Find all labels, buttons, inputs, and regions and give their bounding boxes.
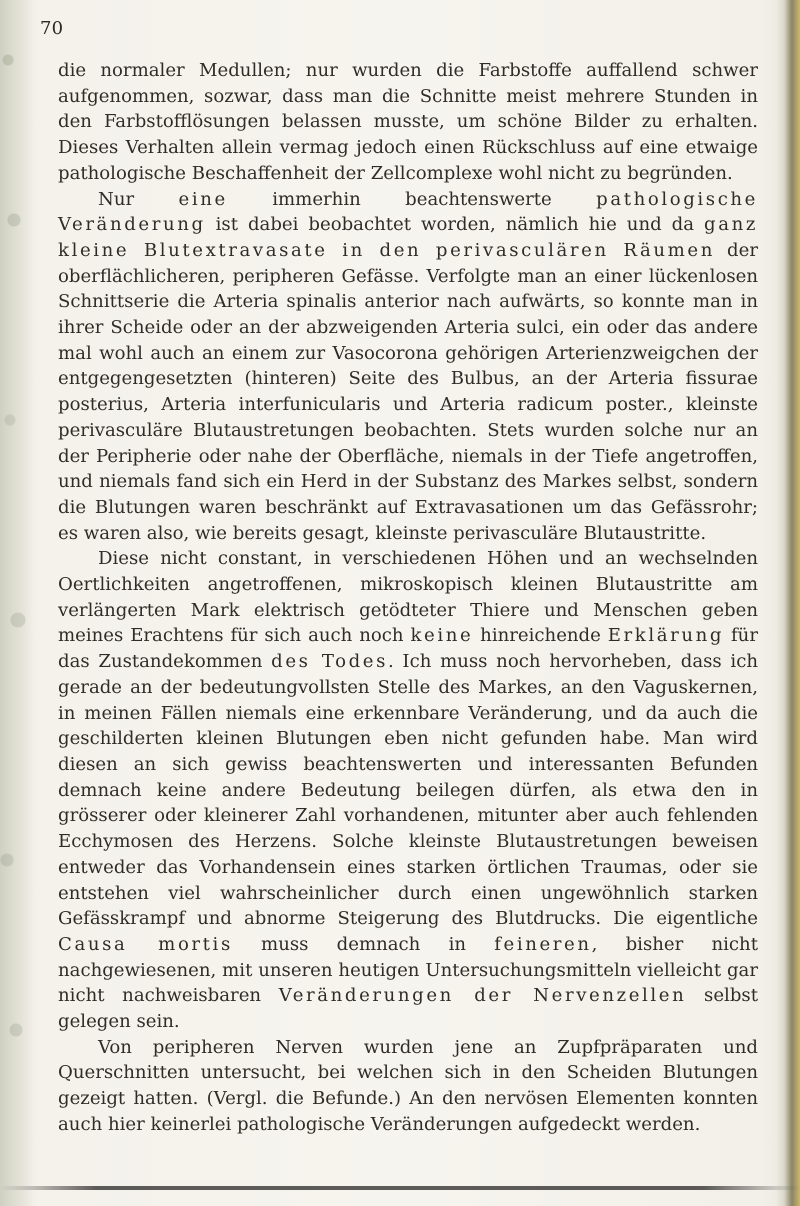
text-segment: Von peripheren Nerven wurden jene an Zupfpräparaten und Querschnitten untersucht, bei welchen sich in den Scheiden Blutungen gezeigt hatten. (Vergl. die Befunde.) An den nervösen Elementen konnten auch hier keinerlei pathologische Veränderungen aufgedeckt werden. [58,1036,758,1135]
text-segment: für das Zustandekommen [58,625,758,673]
paragraph-2 [58,187,758,547]
emphasized-text: eine [178,188,228,210]
emphasized-text: feineren [494,933,592,955]
emphasized-text: keine [410,625,474,647]
text-segment: Nur [98,188,179,210]
page-number: 70 [40,18,64,39]
emphasized-text: Causa mortis [58,933,233,955]
text-segment: hinreichende [473,625,608,647]
left-page-edge [0,0,34,1206]
text-segment: selbst gelegen sein. [58,985,758,1033]
emphasized-text: pathologische Veränderung [58,188,758,236]
text-segment: , bisher nicht nachgewiesenen, mit unseren heutigen Untersuchungsmitteln vielleicht gar nicht nachweisbaren [58,933,758,1007]
emphasized-text: Veränderungen der Nervenzellen [278,985,687,1007]
text-segment: die normaler Medullen; nur wurden die Farbstoffe auffallend schwer aufgenommen, sozwar, dass man die Schnitte meist mehrere Stunden in den Farbstofflösungen belassen musste, um schöne Bilder zu erhalten. Dieses Verhalten allein vermag jedoch einen Rückschluss auf eine etwaige pathologische Beschaffenheit der Zellcomplexe wohl nicht zu begründen. [58,60,758,184]
text-segment: muss demnach in [232,933,495,955]
text-segment: . Ich muss noch hervorheben, dass ich gerade an der bedeutungvollsten Stelle des Markes, an den Vaguskernen, in meinen Fällen niemals eine erkennbare Veränderung, und da auch die geschilderten kleinen Blutungen eben nicht gefunden habe. Man wird diesen an sich gewiss beachtenswerten und interessanten Befunden demnach keine andere Bedeutung beilegen dürfen, als etwa den in grösserer oder kleinerer Zahl vorhandenen, mitunter aber auch fehlenden Ecchymosen des Herzens. Solche kleinste Blutaustretungen beweisen entweder das Vorhandensein eines starken örtlichen Traumas, oder sie entstehen viel wahrscheinlicher durch einen ungewöhnlich starken Gefässkrampf und abnorme Steigerung des Blutdrucks. Die eigentliche [58,651,758,930]
right-page-edge [776,0,800,1206]
emphasized-text: ganz kleine Blutextravasate in den perivasculären Räumen [58,214,758,261]
text-segment: immerhin beachtenswerte [227,188,597,210]
emphasized-text: des Todes [271,651,388,673]
paragraph-4 [58,1035,758,1138]
bottom-rule [0,1186,800,1190]
text-segment: Diese nicht constant, in verschiedenen Höhen und an wechselnden Oertlichkeiten angetroffenen, mikroskopisch kleinen Blutaustritte am verlängerten Mark elektrisch getödteter Thiere und Menschen geben meines Erachtens für sich auch noch [58,548,758,647]
text-segment: ist dabei beobachtet worden, nämlich hie und da [205,214,705,236]
paragraph-3 [58,546,758,1034]
text-segment: der oberflächlicheren, peripheren Gefässe. Verfolgte man an einer lückenlosen Schnittserie die Arteria spinalis anterior nach aufwärts, so konnte man in ihrer Scheide oder an der abzweigenden Arteria sulci, ein oder das andere mal wohl auch an einem zur Vasocorona gehörigen Arterienzweigchen der entgegengesetzten (hinteren) Seite des Bulbus, an der Arteria fissurae posterius, Arteria interfunicularis und Arteria radicum poster., kleinste perivasculäre Blutaustretungen beobachten. Stets wurden solche nur an der Peripherie oder nahe der Oberfläche, niemals in der Tiefe angetroffen, und niemals fand sich ein Herd in der Substanz des Markes selbst, sondern die Blutungen waren beschränkt auf Extravasationen um das Gefässrohr; es waren also, wie bereits gesagt, kleinste perivasculäre Blutaustritte. [58,239,758,544]
page-body [58,58,758,1138]
emphasized-text: Erklärung [607,625,725,647]
paragraph-1 [58,58,758,187]
